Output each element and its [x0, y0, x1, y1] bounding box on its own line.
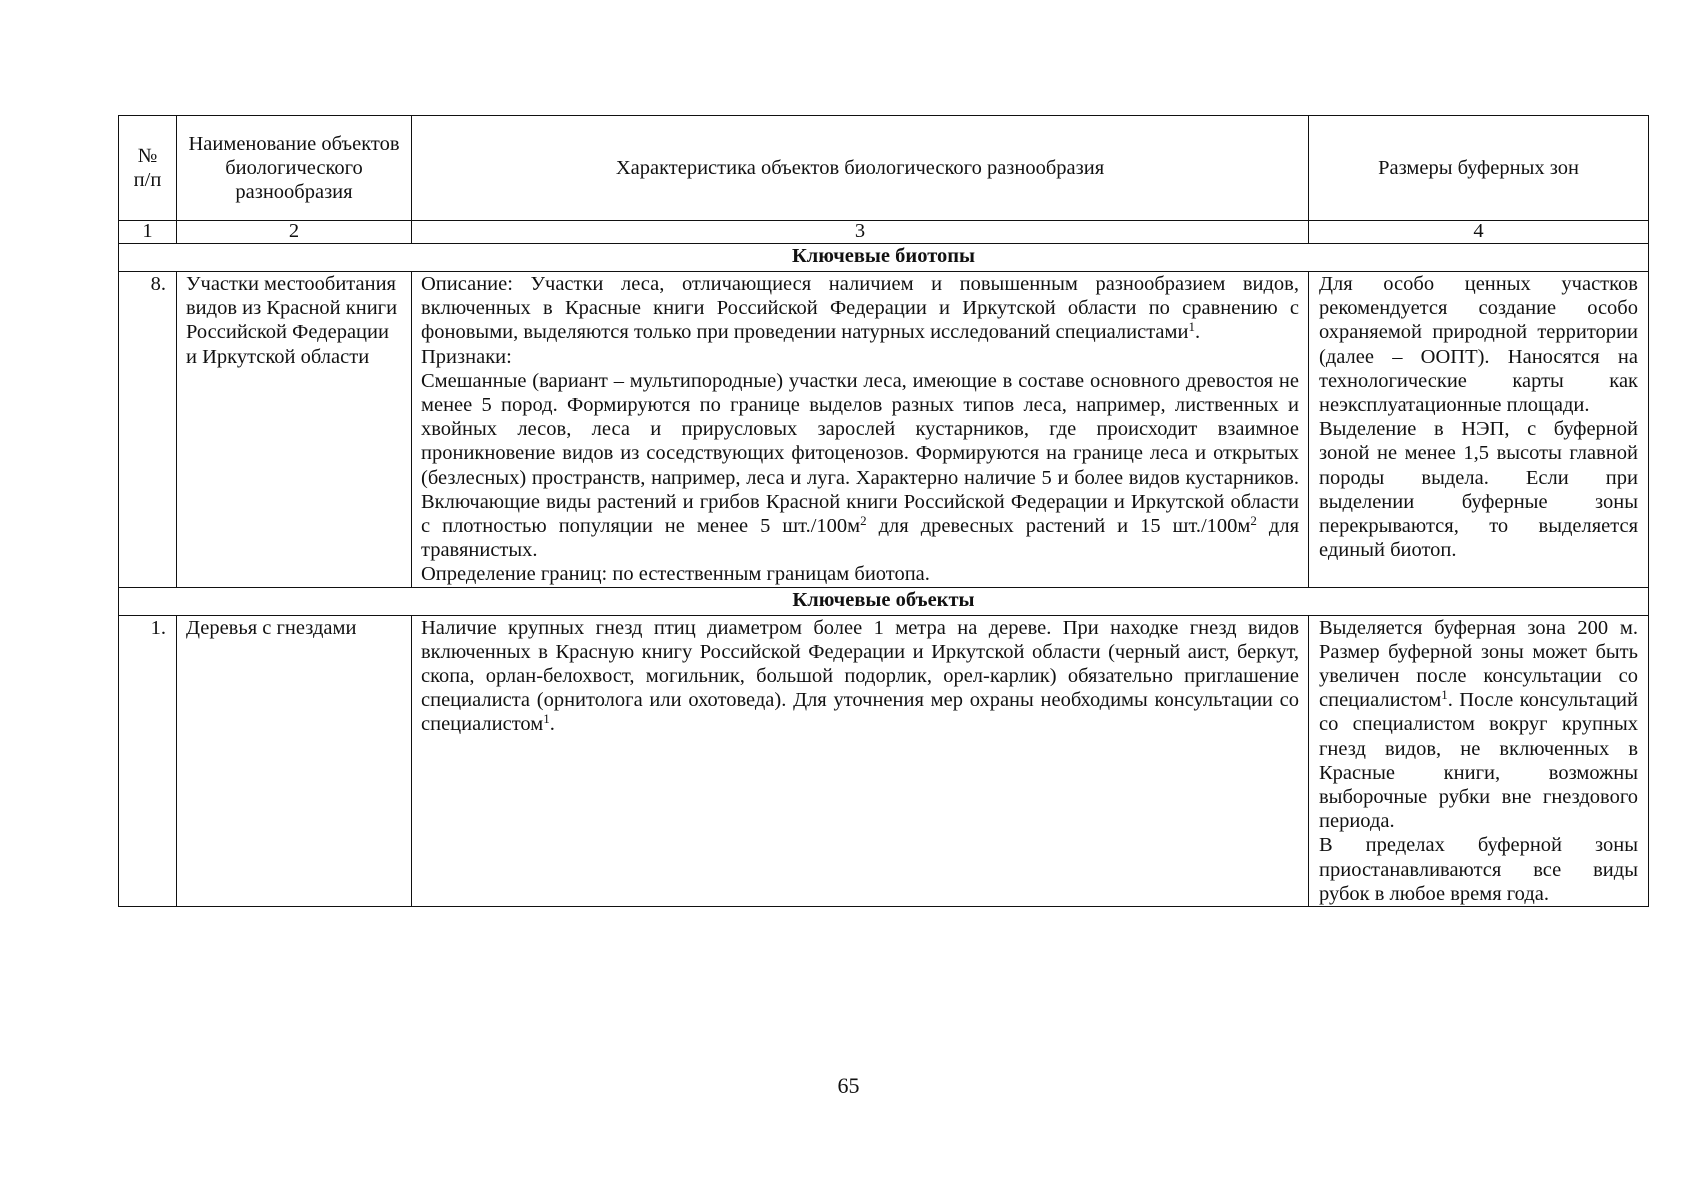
table-header-row — [119, 116, 1649, 221]
header-characteristic: Характеристика объектов биологического разнообразия — [412, 116, 1309, 221]
row-characteristic — [412, 615, 1309, 906]
section-row-key-biotopes — [119, 244, 1649, 272]
buffer-paragraph: Выделение в НЭП, с буферной зоной не менее 1,5 высоты главной породы выдела. Если при выделении буферные зоны перекрываются, то выделяется единый биотоп. — [1319, 418, 1638, 562]
row-number: 1. — [119, 615, 177, 906]
column-number: 2 — [177, 221, 412, 244]
buffer-paragraph: Для особо ценных участков рекомендуется создание особо охраняемой природной территории (далее – ООПТ). Наносятся на технологические карты как неэксплуатационные площади. — [1319, 273, 1638, 417]
row-buffer-zone — [1309, 615, 1649, 906]
description-text: Наличие крупных гнезд птиц диаметром более 1 метра на дереве. При находке гнезд видов включенных в Красную книгу Российской Федерации и Иркутской области (черный аист, беркут, скопа, орлан-белохвост, могильник, большой подорлик, орел-карлик) обязательно приглашение специалиста (орнитолога или охотоведа). Для уточнения мер охраны необходимы консультации со специалистом$^1$. — [421, 616, 1299, 736]
section-title: Ключевые объекты — [119, 587, 1649, 615]
table-row — [119, 272, 1649, 588]
column-number: 1 — [119, 221, 177, 244]
buffer-paragraph: Выделяется буферная зона 200 м. Размер буферной зоны может быть увеличен после консультации со специалистом$^1$. После консультаций со специалистом вокруг крупных гнезд видов, не включенных в Красные книги, возможны выборочные рубки вне гнездового периода. — [1319, 616, 1638, 833]
boundaries-text: Определение границ: по естественным границам биотопа. — [421, 563, 930, 586]
signs-text: Смешанные (вариант – мультипородные) участки леса, имеющие в составе основного древостоя не менее 5 пород. Формируются по границе выделов разных типов леса, например, лиственных и хвойных лесов, леса и прирусловых зарослей кустарников, где происходит взаимное проникновение видов из соседствующих фитоценозов. Формируются на границе леса и открытых (безлесных) пространств, например, леса и луга. Характерно наличие 5 и более видов кустарников. Включающие виды растений и грибов Красной книги Российской Федерации и Иркутской области с плотностью популяции не менее 5 $шт./100м^2$ для древесных растений и 15 $шт./100м^2$ для травянистых. — [421, 369, 1299, 562]
column-number-row — [119, 221, 1649, 244]
page-number: 65 — [837, 1073, 860, 1098]
signs-label: Признаки: — [421, 345, 512, 368]
buffer-paragraph: В пределах буферной зоны приостанавливаются все виды рубок в любое время года. — [1319, 834, 1638, 905]
header-buffer: Размеры буферных зон — [1309, 116, 1649, 221]
row-characteristic — [412, 272, 1309, 588]
row-buffer-zone — [1309, 272, 1649, 588]
row-number: 8. — [119, 272, 177, 588]
document-page — [118, 115, 1648, 907]
table-row — [119, 615, 1649, 906]
section-title: Ключевые биотопы — [119, 244, 1649, 272]
section-row-key-objects — [119, 587, 1649, 615]
biodiversity-table — [118, 115, 1649, 907]
description-intro: Описание: Участки леса, отличающиеся наличием и повышенным разнообразием видов, включенных в Красные книги Российской Федерации и Иркутской области по сравнению с фоновыми, выделяются только при проведении натурных исследований специалистами$^1$. — [421, 273, 1299, 344]
header-name: Наименование объектов биологического разнообразия — [177, 116, 412, 221]
row-object-name: Участки местообитания видов из Красной книги Российской Федерации и Иркутской области — [177, 272, 412, 588]
header-num: № п/п — [119, 116, 177, 221]
column-number: 4 — [1309, 221, 1649, 244]
row-object-name: Деревья с гнездами — [177, 615, 412, 906]
column-number: 3 — [412, 221, 1309, 244]
